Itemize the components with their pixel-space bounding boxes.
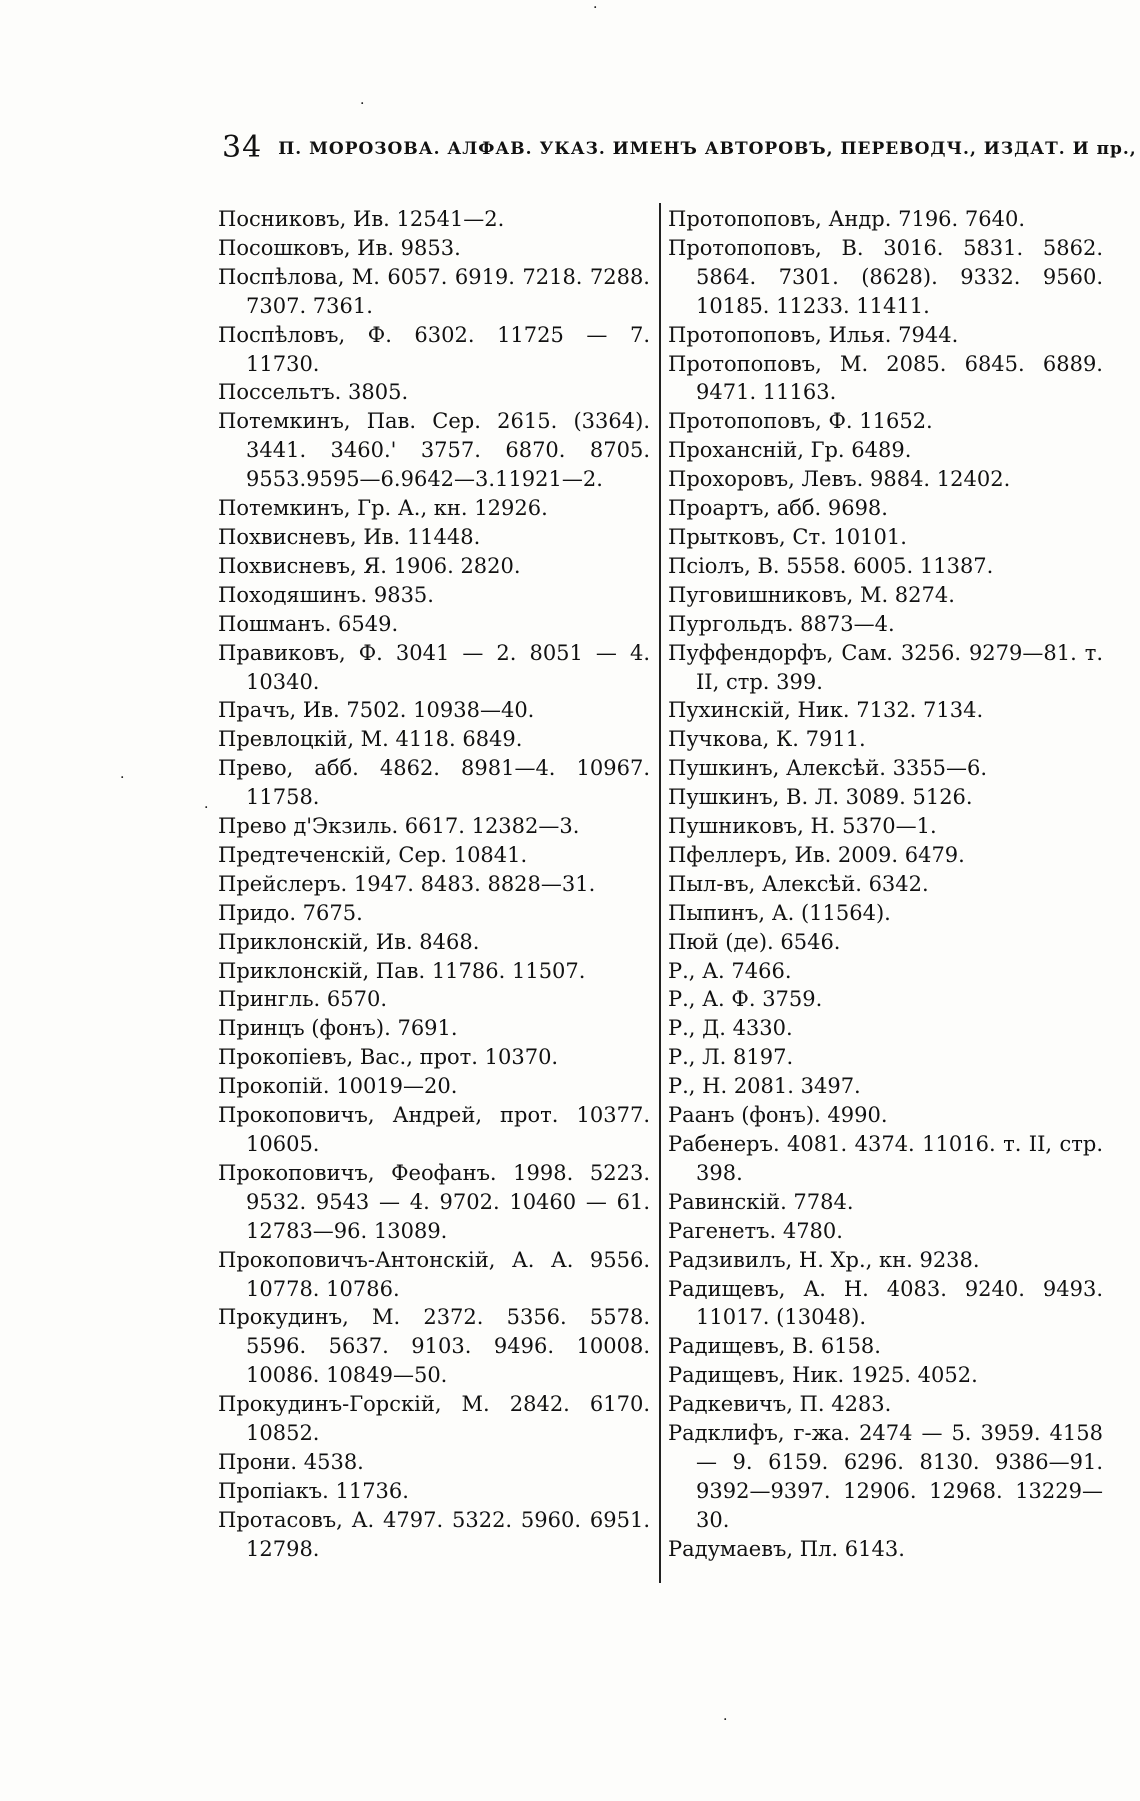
index-entry: Придо. 7675. xyxy=(218,900,363,925)
index-entry: Протопоповъ, В. 3016. 5831. 5862. 5864. 7301. (8628). 9332. 9560. 10185. 11233. 11411. xyxy=(668,235,1103,318)
index-entry: Пыпинъ, А. (11564). xyxy=(668,900,891,925)
index-entry: Потемкинъ, Пав. Сер. 2615. (3364). 3441. 3460.' 3757. 6870. 8705. 9553.9595—6.9642—3.11921—2. xyxy=(218,409,650,492)
index-entry: Прокопій. 10019—20. xyxy=(218,1074,458,1099)
index-entry: Приклонскій, Ив. 8468. xyxy=(218,929,480,954)
index-entry: Прохансній, Гр. 6489. xyxy=(668,438,912,463)
index-entry: Пушкинъ, Алексѣй. 3355—6. xyxy=(668,756,988,781)
index-entry: Р., Л. 8197. xyxy=(668,1045,794,1070)
index-entry: Прачъ, Ив. 7502. 10938—40. xyxy=(218,698,535,723)
running-header xyxy=(222,130,1137,165)
index-entry: Похвисневъ, Я. 1906. 2820. xyxy=(218,553,521,578)
index-entry: Р., А. Ф. 3759. xyxy=(668,987,823,1012)
index-entry: Прингль. 6570. xyxy=(218,987,387,1012)
index-entry: Протопоповъ, Илья. 7944. xyxy=(668,322,959,347)
scan-speck: · xyxy=(593,0,598,16)
index-entry: Раанъ (фонъ). 4990. xyxy=(668,1103,888,1128)
index-entry: Посошковъ, Ив. 9853. xyxy=(218,235,461,260)
index-entry: Пошманъ. 6549. xyxy=(218,611,399,636)
index-entry: Пучкова, К. 7911. xyxy=(668,727,866,752)
index-entry: Протопоповъ, Ф. 11652. xyxy=(668,409,933,434)
index-entry: Пюй (де). 6546. xyxy=(668,929,841,954)
index-entry: Прейслеръ. 1947. 8483. 8828—31. xyxy=(218,871,596,896)
column-divider xyxy=(659,203,661,1583)
page-number: 34 xyxy=(222,130,263,165)
right-column xyxy=(668,205,1103,1564)
index-entry: Прево, абб. 4862. 8981—4. 10967. 11758. xyxy=(218,756,650,810)
index-entry: Рагенетъ. 4780. xyxy=(668,1218,843,1243)
index-entry: Протопоповъ, М. 2085. 6845. 6889. 9471. 11163. xyxy=(668,351,1103,405)
index-entry: Пуговишниковъ, М. 8274. xyxy=(668,582,955,607)
index-entry: Потемкинъ, Гр. А., кн. 12926. xyxy=(218,496,548,521)
index-entry: Принцъ (фонъ). 7691. xyxy=(218,1016,458,1041)
index-entry: Прокоповичъ, Андрей, прот. 10377. 10605. xyxy=(218,1103,650,1156)
index-entry: Предтеченскій, Сер. 10841. xyxy=(218,842,528,867)
index-entry: Пыл-въ, Алексѣй. 6342. xyxy=(668,871,929,896)
index-entry: Р., А. 7466. xyxy=(668,958,792,983)
index-entry: Радумаевъ, Пл. 6143. xyxy=(668,1536,905,1561)
scan-speck: · xyxy=(120,770,125,786)
index-entry: Прокопіевъ, Вас., прот. 10370. xyxy=(218,1045,559,1070)
index-entry: Правиковъ, Ф. 3041 — 2. 8051 — 4. 10340. xyxy=(218,640,650,694)
index-entry: Похвисневъ, Ив. 11448. xyxy=(218,524,481,549)
index-entry: Превлоцкій, М. 4118. 6849. xyxy=(218,727,523,752)
index-entry: Радкевичъ, П. 4283. xyxy=(668,1392,892,1417)
index-entry: Прони. 4538. xyxy=(218,1449,364,1474)
index-entry: Рабенеръ. 4081. 4374. 11016. т. II, стр. 398. xyxy=(668,1132,1103,1185)
index-entry: Р., Н. 2081. 3497. xyxy=(668,1074,861,1099)
index-entry: Проартъ, абб. 9698. xyxy=(668,496,888,521)
scan-speck: · xyxy=(204,800,209,816)
index-entry: Поспѣлова, М. 6057. 6919. 7218. 7288. 7307. 7361. xyxy=(218,264,650,318)
index-entry: Прокудинъ, М. 2372. 5356. 5578. 5596. 5637. 9103. 9496. 10008. 10086. 10849—50. xyxy=(218,1305,650,1388)
left-column xyxy=(218,205,650,1564)
index-entry: Р., Д. 4330. xyxy=(668,1016,793,1041)
index-entry: Прокудинъ-Горскій, М. 2842. 6170. 10852. xyxy=(218,1392,650,1446)
running-title: П. МОРОЗОВА. АЛФАВ. УКАЗ. ИМЕНЪ АВТОРОВЪ, ПЕРЕВОДЧ., ИЗДАТ. И пр., xyxy=(278,139,1137,159)
index-entry: Посниковъ, Ив. 12541—2. xyxy=(218,207,505,231)
index-entry: Радищевъ, А. Н. 4083. 9240. 9493. 11017. (13048). xyxy=(668,1276,1103,1330)
index-entry: Прытковъ, Ст. 10101. xyxy=(668,524,907,549)
index-entry: Прохоровъ, Левъ. 9884. 12402. xyxy=(668,467,1011,492)
index-entry: Радклифъ, г-жа. 2474 — 5. 3959. 4158 — 9. 6159. 6296. 8130. 9386—91. 9392—9397. 12906. 12968. 13229—30. xyxy=(668,1421,1103,1532)
index-entry: Пфеллеръ, Ив. 2009. 6479. xyxy=(668,842,965,867)
index-entry: Пургольдъ. 8873—4. xyxy=(668,611,895,636)
index-entry: Поспѣловъ, Ф. 6302. 11725 — 7. 11730. xyxy=(218,322,650,376)
index-entry: Пропіакъ. 11736. xyxy=(218,1478,409,1503)
index-entry: Прокоповичъ-Антонскій, А. А. 9556. 10778. 10786. xyxy=(218,1247,650,1301)
index-entry: Радищевъ, Ник. 1925. 4052. xyxy=(668,1363,978,1388)
scan-speck: · xyxy=(723,1712,728,1728)
index-entry: Пушкинъ, В. Л. 3089. 5126. xyxy=(668,785,973,810)
scan-speck: · xyxy=(360,96,365,112)
index-entry: Походяшинъ. 9835. xyxy=(218,582,434,607)
index-entry: Пушниковъ, Н. 5370—1. xyxy=(668,814,937,839)
index-entry: Пуффендорфъ, Сам. 3256. 9279—81. т. II, стр. 399. xyxy=(668,640,1103,694)
index-entry: Протасовъ, А. 4797. 5322. 5960. 6951. 12798. xyxy=(218,1507,650,1561)
index-entry: Псіолъ, В. 5558. 6005. 11387. xyxy=(668,553,994,578)
index-entry: Прокоповичъ, Феофанъ. 1998. 5223. 9532. 9543 — 4. 9702. 10460 — 61. 12783—96. 13089. xyxy=(218,1160,650,1243)
index-entry: Радзивилъ, Н. Хр., кн. 9238. xyxy=(668,1247,980,1272)
index-entry: Приклонскій, Пав. 11786. 11507. xyxy=(218,958,586,983)
index-entry: Радищевъ, В. 6158. xyxy=(668,1334,881,1359)
index-entry: Поссельтъ. 3805. xyxy=(218,380,409,405)
index-entry: Равинскій. 7784. xyxy=(668,1189,854,1214)
index-entry: Пухинскій, Ник. 7132. 7134. xyxy=(668,698,984,723)
index-entry: Прево д'Экзиль. 6617. 12382—3. xyxy=(218,814,580,839)
index-entry: Протопоповъ, Андр. 7196. 7640. xyxy=(668,207,1026,231)
